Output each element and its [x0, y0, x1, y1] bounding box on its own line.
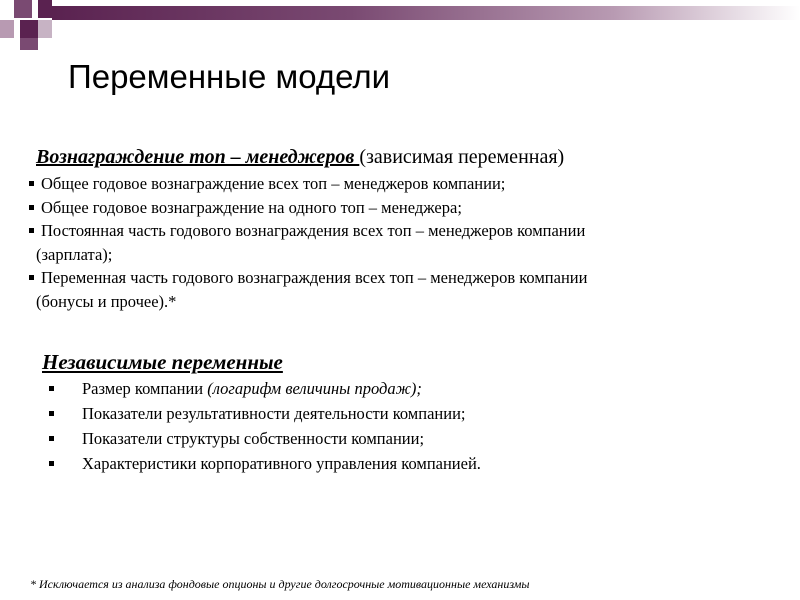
decorative-square — [38, 0, 52, 18]
list-item-text: Показатели структуры собственности компании; — [82, 429, 425, 448]
list-item-text: Размер компании — [82, 379, 208, 398]
decorative-square — [14, 0, 32, 18]
list-item — [46, 376, 766, 401]
page-title: Переменные модели — [68, 58, 391, 95]
list-item — [28, 196, 788, 220]
list-item-text: Показатели результативности деятельности компании; — [82, 404, 466, 423]
list-item-italic-note: (логарифм величины продаж); — [207, 379, 422, 398]
decorative-square — [20, 20, 38, 38]
footnote: * Исключается из анализа фондовые опционы и другие долгосрочные мотивационные механизмы — [30, 577, 530, 591]
dependent-heading-rest: (зависимая переменная) — [359, 146, 565, 168]
list-item — [28, 266, 788, 313]
list-item-text: Общее годовое вознаграждение на одного топ – менеджера; — [41, 197, 462, 217]
dependent-heading-emph: Вознаграждение топ – менеджеров — [36, 146, 360, 168]
independent-list — [46, 376, 766, 476]
list-item — [28, 172, 788, 196]
independent-heading: Независимые переменные — [42, 350, 283, 374]
list-item — [46, 401, 766, 426]
list-item — [28, 219, 788, 266]
list-item-continuation: (зарплата); — [36, 244, 113, 264]
decorative-square — [20, 38, 38, 50]
decorative-header-bar — [52, 6, 800, 20]
list-item-text: Постоянная часть годового вознаграждения всех топ – менеджеров компании — [41, 221, 586, 240]
list-item-text: Общее годовое вознаграждение всех топ – менеджеров компании; — [41, 174, 506, 193]
dependent-heading — [36, 146, 564, 169]
list-item-continuation: (бонусы и прочее).* — [36, 291, 177, 311]
list-item-text: Переменная часть годового вознаграждения всех топ – менеджеров компании — [41, 268, 588, 287]
list-item-text: Характеристики корпоративного управления компанией. — [82, 454, 481, 473]
decorative-square — [0, 20, 14, 38]
dependent-list — [28, 172, 788, 313]
list-item — [46, 451, 766, 476]
list-item — [46, 426, 766, 451]
decorative-square — [38, 20, 52, 38]
